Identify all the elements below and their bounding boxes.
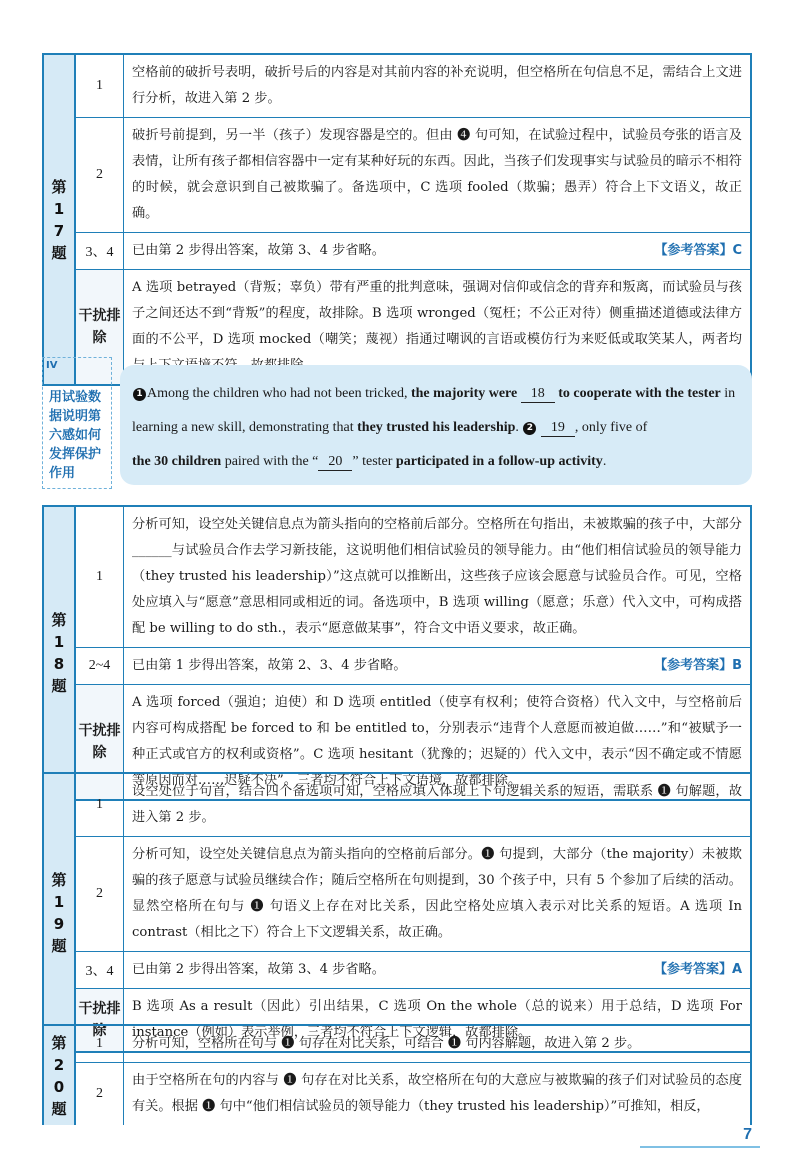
answer-badge: 【参考答案】B: [654, 658, 742, 673]
answer-badge: 【参考答案】C: [654, 243, 742, 258]
page-number: 7: [743, 1126, 752, 1143]
page-footer-bar: [640, 1146, 760, 1148]
distractor-text: A 选项 forced（强迫；迫使）和 D 选项 entitled（使享有权利；使符合资格）代入文中，与空格前后内容可构成搭配 be forced to 和 be entitled to，分别表示“违背个人意愿而被迫做……”和“被赋予一种正式或官方的权利或资格”。C 选项 hesitant（犹豫的；迟疑的）代入文中，表示“因不确定或不情愿等原因而对……迟疑不决”。三者均不符合上下文语境，故都排除。: [132, 695, 742, 788]
step-number: 1: [76, 774, 124, 837]
step-text: 设空处位于句首，结合四个备选项可知，空格应填入体现上下句逻辑关系的短语，需联系 ❶ 句解题，故进入第 2 步。: [124, 774, 750, 837]
step-number: 3、4: [76, 952, 124, 989]
distractor-label: 干扰排除: [76, 685, 124, 799]
step-number: 3、4: [76, 233, 124, 270]
step-number: 2: [76, 1063, 124, 1125]
step-number: 1: [76, 1026, 124, 1063]
step-number: 2: [76, 118, 124, 233]
step-text: 空格前的破折号表明，破折号后的内容是对其前内容的补充说明，但空格所在句信息不足，需结合上文进行分析，故进入第 2 步。: [124, 55, 750, 118]
passage-text: 1 Among the children who had not been tricked, the majority were 18 to cooperate with the tester in learning a new skill, demonstrating that they trusted his leadership. 2 19 , only five of the 30 children paired with the “ 20 ” tester participated in a follow-up activity.: [132, 386, 736, 469]
step-number: 2~4: [76, 648, 124, 685]
step-text: 分析可知，设空处关键信息点为箭头指向的空格前后部分。❶ 句提到，大部分（the majority）未被欺骗的孩子愿意与试验员继续合作；随后空格所在句则提到，30 个孩子中，只有 5 个参加了后续的活动。显然空格所在句与 ❶ 句语义上存在对比关系，因此空格处应填入表示对比关系的短语。A 选项 In contrast（相比之下）符合上下文逻辑关系，故正确。: [124, 837, 750, 952]
step-number: 2: [76, 837, 124, 952]
question-17-block: [42, 53, 752, 386]
sentence-1-marker-icon: 1: [133, 388, 146, 401]
question-20-block: [42, 1024, 752, 1125]
step-number: 1: [76, 507, 124, 648]
blank-20: 20: [318, 454, 352, 471]
distractor-text: B 选项 As a result（因此）引出结果，C 选项 On the whole（总的说来）用于总结，D 选项 For instance（例如）表示举例，三者均不符合上下文逻辑，故都排除。: [132, 999, 742, 1040]
step-text: 由于空格所在句的内容与 ❶ 句存在对比关系，故空格所在句的大意应与被欺骗的孩子们对试验员的态度有关。根据 ❶ 句中“他们相信试验员的领导能力（they trusted his leadership）”可推知，相反，: [132, 1073, 742, 1114]
distractor-label: 干扰排除: [76, 989, 124, 1051]
answer-badge: 【参考答案】A: [653, 962, 742, 977]
step-text: 破折号前提到，另一半（孩子）发现容器是空的。但由 ❹ 句可知，在试验过程中，试验员夸张的语言及表情，让所有孩子都相信容器中一定有某种好玩的东西。因此，当孩子们发现事实与试验员的暗示不相符的时候，就会意识到自己被欺骗了。备选项中，C 选项 fooled（欺骗；愚弄）符合上下文语义，故正确。: [124, 118, 750, 233]
step-text: 分析可知，空格所在句与 ❶ 句存在对比关系，可结合 ❶ 句内容解题，故进入第 2 步。: [124, 1026, 750, 1063]
sentence-2-marker-icon: 2: [523, 422, 536, 435]
step-text: 分析可知，设空处关键信息点为箭头指向的空格前后部分。空格所在句指出，未被欺骗的孩子中，大部分______与试验员合作去学习新技能，这说明他们相信试验员的领导能力。由“他们相信试验员的领导能力（they trusted his leadership）”这点就可以推断出，这些孩子应该会愿意与试验员合作。可见，空格处应填入与“愿意”意思相同或相近的词。备选项中，B 选项 willing（愿意；乐意）代入文中，可构成搭配 be willing to do sth.，表示“愿意做某事”，符合文中语义要求，故正确。: [124, 507, 750, 648]
blank-19: 19: [541, 420, 575, 437]
distractor-label: 干扰排除: [76, 270, 124, 384]
section-iv-sidebar: [42, 357, 112, 489]
question-19-label: 第19题: [44, 774, 76, 1051]
question-20-label: 第20题: [44, 1026, 76, 1125]
section-iv: [42, 357, 752, 489]
step-text: 已由第 2 步得出答案，故第 3、4 步省略。 【参考答案】A: [124, 952, 750, 989]
step-text: 已由第 2 步得出答案，故第 3、4 步省略。 【参考答案】C: [124, 233, 750, 270]
question-19-block: [42, 772, 752, 1053]
distractor-text: A 选项 betrayed（背叛；辜负）带有严重的批判意味，强调对信仰或信念的背弃和叛离，而试验员与孩子之间还达不到“背叛”的程度，故排除。B 选项 wronged（冤枉；不公正对待）侧重描述道德或法律方面的不公平，D 选项 mocked（嘲笑；蔑视）指通过嘲讽的言语或模仿行为来贬低或取笑某人，两者均: [132, 280, 742, 347]
question-17-label: 第17题: [44, 55, 76, 384]
blank-18: 18: [521, 386, 555, 403]
question-18-block: [42, 505, 752, 801]
question-18-label: 第18题: [44, 507, 76, 799]
step-text: 已由第 1 步得出答案，故第 2、3、4 步省略。 【参考答案】B: [124, 648, 750, 685]
section-title: 用试验数据说明第六感如何发挥保护作用: [49, 390, 102, 481]
section-number: IV: [46, 360, 58, 371]
passage-box: [120, 365, 752, 485]
step-number: 1: [76, 55, 124, 118]
